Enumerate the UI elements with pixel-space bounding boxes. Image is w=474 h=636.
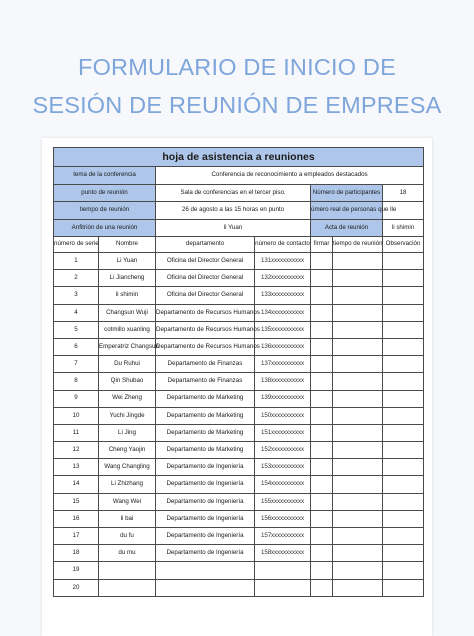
row-meeting-time[interactable] [333, 476, 383, 493]
row-number: 19 [54, 562, 99, 579]
sheet-header: hoja de asistencia a reuniones [54, 148, 424, 167]
row-name[interactable]: du fu [99, 528, 156, 545]
row-signature[interactable] [311, 321, 333, 338]
row-contact[interactable]: 151xxxxxxxxxxx [255, 424, 311, 441]
row-number: 17 [54, 528, 99, 545]
row-number: 4 [54, 304, 99, 321]
row-department[interactable] [156, 562, 255, 579]
row-name[interactable]: li shimin [99, 287, 156, 304]
row-meeting-time[interactable] [333, 304, 383, 321]
row-meeting-time[interactable] [333, 528, 383, 545]
row-number: 13 [54, 459, 99, 476]
row-department[interactable]: Departamento de Marketing [156, 390, 255, 407]
row-observation[interactable] [383, 493, 424, 510]
row-observation[interactable] [383, 562, 424, 579]
anfitrion-label: Anfitrión de una reunión [54, 219, 156, 237]
row-observation[interactable] [383, 528, 424, 545]
row-signature[interactable] [311, 424, 333, 441]
tema-label: tema de la conferencia [54, 167, 156, 185]
table-row [54, 287, 424, 304]
row-meeting-time[interactable] [333, 510, 383, 527]
row-contact[interactable]: 135xxxxxxxxxxx [255, 321, 311, 338]
row-department[interactable]: Departamento de Ingeniería [156, 545, 255, 562]
row-name[interactable]: Li Zhizhang [99, 476, 156, 493]
row-name[interactable] [99, 562, 156, 579]
table-row [54, 407, 424, 424]
row-department[interactable]: Departamento de Ingeniería [156, 493, 255, 510]
row-signature[interactable] [311, 545, 333, 562]
row-contact[interactable]: 131xxxxxxxxxxx [255, 253, 311, 270]
row-signature[interactable] [311, 304, 333, 321]
row-department[interactable]: Oficina del Director General [156, 270, 255, 287]
row-number: 8 [54, 373, 99, 390]
row-name[interactable]: Emperatriz Changsun [99, 338, 156, 355]
row-department[interactable]: Departamento de Finanzas [156, 373, 255, 390]
row-number: 7 [54, 356, 99, 373]
participantes-label: Número de participantes [311, 184, 383, 202]
table-row [54, 528, 424, 545]
row-number: 12 [54, 442, 99, 459]
tema-value[interactable]: Conferencia de reconocimiento a empleados destacados [156, 167, 424, 185]
row-number: 2 [54, 270, 99, 287]
row-contact[interactable]: 132xxxxxxxxxxx [255, 270, 311, 287]
table-row [54, 562, 424, 579]
row-department[interactable]: Departamento de Ingeniería [156, 459, 255, 476]
row-contact[interactable]: 139xxxxxxxxxxx [255, 390, 311, 407]
row-contact[interactable] [255, 562, 311, 579]
row-signature[interactable] [311, 562, 333, 579]
row-contact[interactable]: 152xxxxxxxxxxx [255, 442, 311, 459]
table-row [54, 373, 424, 390]
row-observation[interactable] [383, 338, 424, 355]
row-department[interactable]: Departamento de Ingeniería [156, 510, 255, 527]
row-number: 1 [54, 253, 99, 270]
row-contact[interactable] [255, 579, 311, 596]
row-signature[interactable] [311, 579, 333, 596]
row-observation[interactable] [383, 579, 424, 596]
table-row [54, 493, 424, 510]
real-label: úmero real de personas que lle [311, 202, 383, 220]
row-meeting-time[interactable] [333, 459, 383, 476]
row-number: 6 [54, 338, 99, 355]
row-name[interactable]: Wei Zheng [99, 390, 156, 407]
row-name[interactable]: Wang Wei [99, 493, 156, 510]
row-observation[interactable] [383, 356, 424, 373]
row-contact[interactable]: 158xxxxxxxxxxx [255, 545, 311, 562]
table-row [54, 476, 424, 493]
row-department[interactable]: Oficina del Director General [156, 253, 255, 270]
col-header-tiempo: tiempo de reunión [333, 237, 383, 253]
table-row [54, 304, 424, 321]
row-name[interactable]: Qin Shubao [99, 373, 156, 390]
anfitrion-value[interactable]: li Yuan [156, 219, 311, 237]
tiempo-value[interactable]: 26 de agosto a las 15 horas en punto [156, 202, 311, 220]
row-name[interactable]: li bai [99, 510, 156, 527]
table-row [54, 338, 424, 355]
table-row [54, 321, 424, 338]
row-meeting-time[interactable] [333, 373, 383, 390]
row-number: 16 [54, 510, 99, 527]
row-contact[interactable]: 137xxxxxxxxxxx [255, 356, 311, 373]
row-observation[interactable] [383, 304, 424, 321]
row-signature[interactable] [311, 510, 333, 527]
punto-value[interactable]: Sala de conferencias en el tercer piso. [156, 184, 311, 202]
row-signature[interactable] [311, 407, 333, 424]
table-row [54, 510, 424, 527]
row-meeting-time[interactable] [333, 442, 383, 459]
row-department[interactable]: Departamento de Recursos Humanos [156, 338, 255, 355]
row-signature[interactable] [311, 287, 333, 304]
row-meeting-time[interactable] [333, 545, 383, 562]
row-signature[interactable] [311, 493, 333, 510]
table-row [54, 424, 424, 441]
row-observation[interactable] [383, 424, 424, 441]
row-meeting-time[interactable] [333, 338, 383, 355]
row-observation[interactable] [383, 407, 424, 424]
row-number: 9 [54, 390, 99, 407]
row-meeting-time[interactable] [333, 562, 383, 579]
row-observation[interactable] [383, 270, 424, 287]
tiempo-label: tiempo de reunión [54, 202, 156, 220]
row-department[interactable]: Departamento de Marketing [156, 442, 255, 459]
row-signature[interactable] [311, 356, 333, 373]
table-row [54, 356, 424, 373]
row-name[interactable] [99, 579, 156, 596]
row-number: 20 [54, 579, 99, 596]
row-department[interactable]: Departamento de Marketing [156, 424, 255, 441]
attendance-table [53, 147, 424, 597]
col-header-contacto: número de contacto [255, 237, 311, 253]
row-number: 5 [54, 321, 99, 338]
acta-value[interactable]: li shimin [383, 219, 424, 237]
row-department[interactable]: Departamento de Recursos Humanos [156, 304, 255, 321]
row-meeting-time[interactable] [333, 390, 383, 407]
row-observation[interactable] [383, 287, 424, 304]
row-contact[interactable]: 157xxxxxxxxxxx [255, 528, 311, 545]
row-name[interactable]: cotmillo xuanling [99, 321, 156, 338]
table-row [54, 459, 424, 476]
row-meeting-time[interactable] [333, 493, 383, 510]
row-name[interactable]: Cheng Yaojin [99, 442, 156, 459]
row-signature[interactable] [311, 476, 333, 493]
col-header-firmar: firmar [311, 237, 333, 253]
col-header-observacion: Observación [383, 237, 424, 253]
row-observation[interactable] [383, 321, 424, 338]
row-meeting-time[interactable] [333, 356, 383, 373]
row-contact[interactable]: 150xxxxxxxxxxx [255, 407, 311, 424]
row-contact[interactable]: 153xxxxxxxxxxx [255, 459, 311, 476]
row-contact[interactable]: 138xxxxxxxxxxx [255, 373, 311, 390]
row-contact[interactable]: 156xxxxxxxxxxx [255, 510, 311, 527]
col-header-departamento: departamento [156, 237, 255, 253]
table-row [54, 253, 424, 270]
row-name[interactable]: Changsun Wuji [99, 304, 156, 321]
table-row [54, 579, 424, 596]
row-contact[interactable]: 155xxxxxxxxxxx [255, 493, 311, 510]
row-signature[interactable] [311, 442, 333, 459]
row-name[interactable]: Li Yuan [99, 253, 156, 270]
row-name[interactable]: du mu [99, 545, 156, 562]
col-header-numero: número de serie [54, 237, 99, 253]
page-title-line-2: SESIÓN DE REUNIÓN DE EMPRESA [32, 92, 442, 118]
row-contact[interactable]: 154xxxxxxxxxxx [255, 476, 311, 493]
table-row [54, 270, 424, 287]
row-meeting-time[interactable] [333, 270, 383, 287]
table-row [54, 545, 424, 562]
row-contact[interactable]: 134xxxxxxxxxxx [255, 304, 311, 321]
row-department[interactable]: Departamento de Finanzas [156, 356, 255, 373]
row-signature[interactable] [311, 390, 333, 407]
row-department[interactable] [156, 579, 255, 596]
row-meeting-time[interactable] [333, 287, 383, 304]
row-department[interactable]: Departamento de Recursos Humanos [156, 321, 255, 338]
row-observation[interactable] [383, 459, 424, 476]
row-meeting-time[interactable] [333, 253, 383, 270]
row-name[interactable]: Li Jing [99, 424, 156, 441]
row-number: 15 [54, 493, 99, 510]
row-signature[interactable] [311, 338, 333, 355]
row-signature[interactable] [311, 270, 333, 287]
row-name[interactable]: Wang Changling [99, 459, 156, 476]
col-header-nombre: Nombre [99, 237, 156, 253]
participantes-value[interactable]: 18 [383, 184, 424, 202]
row-signature[interactable] [311, 253, 333, 270]
page-title-line-1: FORMULARIO DE INICIO DE [78, 54, 396, 80]
row-meeting-time[interactable] [333, 321, 383, 338]
row-observation[interactable] [383, 476, 424, 493]
acta-label: Acta de reunión [311, 219, 383, 237]
row-observation[interactable] [383, 390, 424, 407]
row-meeting-time[interactable] [333, 579, 383, 596]
row-signature[interactable] [311, 459, 333, 476]
row-contact[interactable]: 133xxxxxxxxxxx [255, 287, 311, 304]
row-name[interactable]: Du Ruhui [99, 356, 156, 373]
row-signature[interactable] [311, 373, 333, 390]
row-contact[interactable]: 136xxxxxxxxxxx [255, 338, 311, 355]
row-observation[interactable] [383, 510, 424, 527]
table-row [54, 442, 424, 459]
row-observation[interactable] [383, 373, 424, 390]
row-department[interactable]: Oficina del Director General [156, 287, 255, 304]
row-meeting-time[interactable] [333, 424, 383, 441]
row-number: 11 [54, 424, 99, 441]
row-name[interactable]: Yuchi Jingde [99, 407, 156, 424]
row-number: 3 [54, 287, 99, 304]
row-meeting-time[interactable] [333, 407, 383, 424]
punto-label: punto de reunión [54, 184, 156, 202]
row-number: 18 [54, 545, 99, 562]
table-row [54, 390, 424, 407]
row-number: 14 [54, 476, 99, 493]
row-department[interactable]: Departamento de Ingeniería [156, 528, 255, 545]
row-observation[interactable] [383, 545, 424, 562]
row-name[interactable]: Li Jiancheng [99, 270, 156, 287]
row-signature[interactable] [311, 528, 333, 545]
row-number: 10 [54, 407, 99, 424]
row-department[interactable]: Departamento de Ingeniería [156, 476, 255, 493]
row-department[interactable]: Departamento de Marketing [156, 407, 255, 424]
row-observation[interactable] [383, 442, 424, 459]
row-observation[interactable] [383, 253, 424, 270]
